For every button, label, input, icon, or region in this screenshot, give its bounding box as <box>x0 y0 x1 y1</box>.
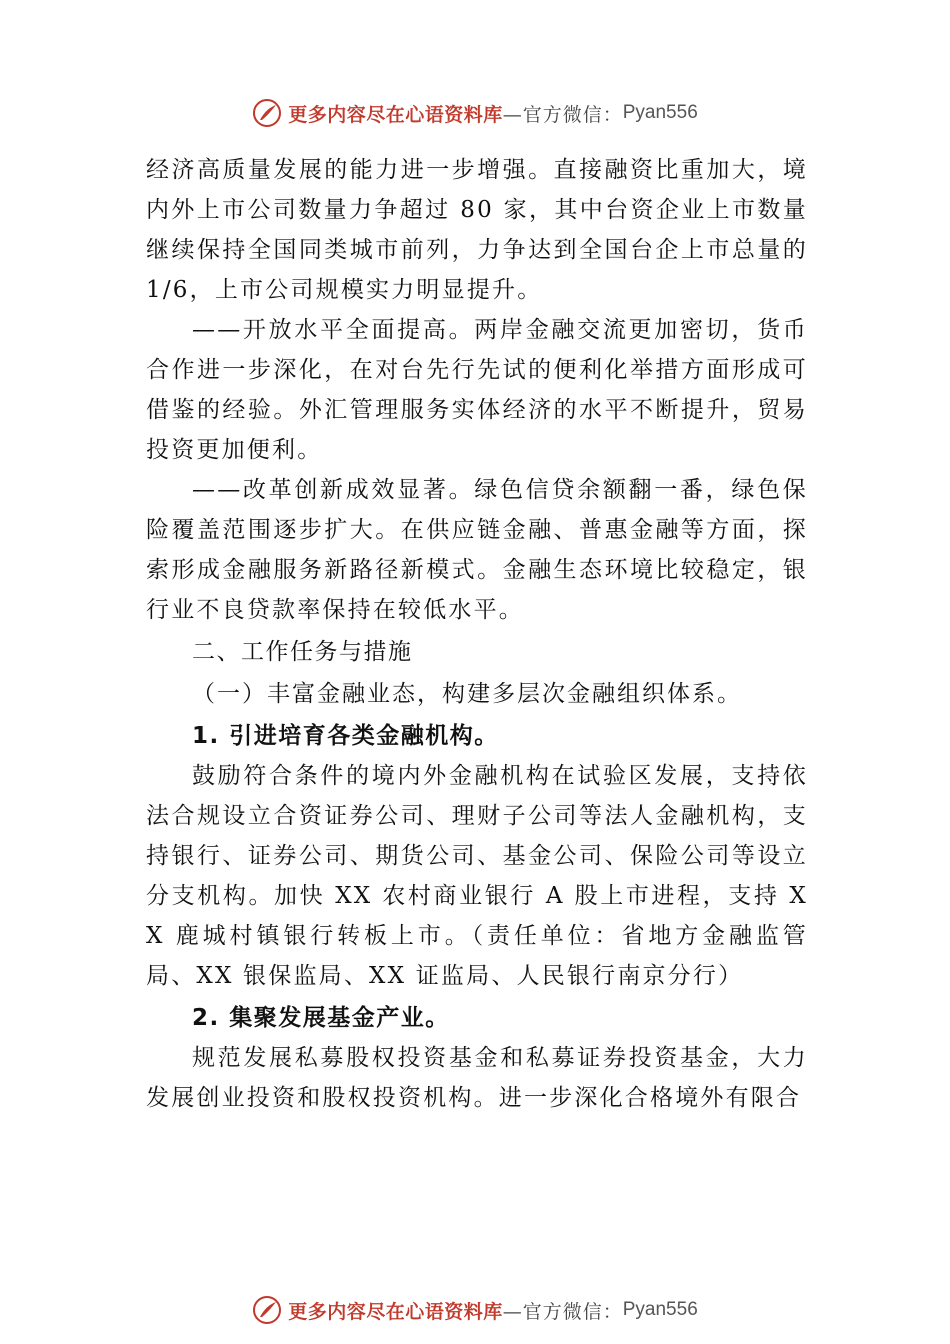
footer-watermark <box>0 1290 950 1330</box>
watermark-separator: —官方微信： <box>502 1300 623 1323</box>
item-heading: 1. 引进培育各类金融机构。 <box>192 723 499 749</box>
watermark-separator: —官方微信： <box>502 103 623 126</box>
watermark-wechat-id: Pyan556 <box>622 102 698 123</box>
paragraph: 规范发展私募股权投资基金和私募证券投资基金，大力发展创业投资和股权投资机构。进一步深化合格境外有限合 <box>146 1045 808 1111</box>
item-heading: 2. 集聚发展基金产业。 <box>192 1005 450 1031</box>
watermark-text: 更多内容尽在心语资料库 <box>288 103 503 126</box>
document-body <box>146 150 808 1118</box>
paragraph: ——改革创新成效显著。绿色信贷余额翻一番，绿色保险覆盖范围逐步扩大。在供应链金融、普惠金融等方面，探索形成金融服务新路径新模式。金融生态环境比较稳定，银行业不良贷款率保持在较低水平。 <box>146 477 808 623</box>
watermark-wechat-id: Pyan556 <box>622 1299 698 1320</box>
subsection-heading: （一）丰富金融业态，构建多层次金融组织体系。 <box>192 681 742 707</box>
feather-logo-icon <box>252 98 282 128</box>
header-watermark <box>0 93 950 133</box>
paragraph: 经济高质量发展的能力进一步增强。直接融资比重加大，境内外上市公司数量力争超过 80 家，其中台资企业上市数量继续保持全国同类城市前列，力争达到全国台企上市总量的 1/6，上市公司规模实力明显提升。 <box>146 157 808 303</box>
paragraph: 鼓励符合条件的境内外金融机构在试验区发展，支持依法合规设立合资证券公司、理财子公司等法人金融机构，支持银行、证券公司、期货公司、基金公司、保险公司等设立分支机构。加快 XX 农村商业银行 A 股上市进程，支持 XX 鹿城村镇银行转板上市。（责任单位：省地方金融监管局、XX 银保监局、XX 证监局、人民银行南京分行） <box>146 763 808 989</box>
watermark-text: 更多内容尽在心语资料库 <box>288 1300 503 1323</box>
feather-logo-icon <box>252 1295 282 1325</box>
paragraph: ——开放水平全面提高。两岸金融交流更加密切，货币合作进一步深化，在对台先行先试的便利化举措方面形成可借鉴的经验。外汇管理服务实体经济的水平不断提升，贸易投资更加便利。 <box>146 317 808 463</box>
section-heading: 二、工作任务与措施 <box>192 639 413 665</box>
